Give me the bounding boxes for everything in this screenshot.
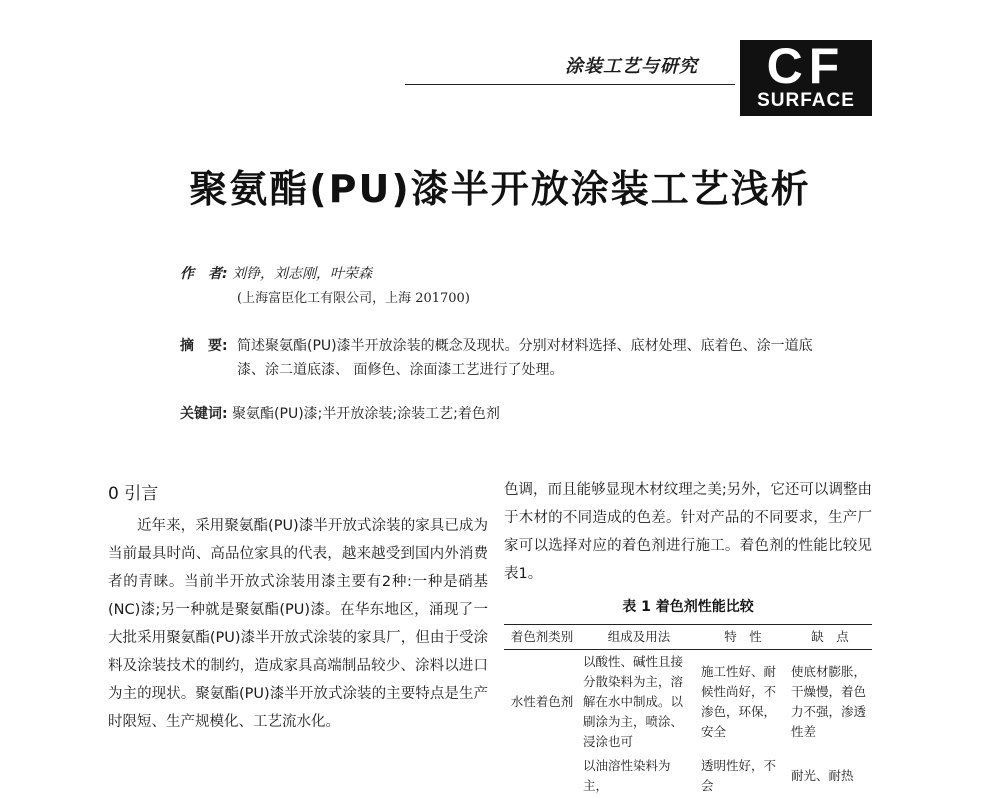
table-caption: 表 1 着色剂性能比较 bbox=[622, 599, 754, 615]
table-cell-composition: 以油溶性染料为主， bbox=[583, 758, 671, 793]
logo-surface-text: SURFACE bbox=[757, 90, 855, 111]
table-cell-composition: 以酸性、碱性且接分散染料为主，溶解在水中制成。以刷涂为主，喷涂、浸涂也可 bbox=[583, 654, 684, 749]
table-header-cell: 着色剂类别 bbox=[504, 625, 580, 650]
keywords-line bbox=[180, 402, 500, 426]
table-row bbox=[504, 650, 872, 755]
right-column-paragraph: 色调，而且能够显现木材纹理之美;另外，它还可以调整由于木材的不同造成的色差。针对产品的不同要求，生产厂家可以选择对应的着色剂进行施工。着色剂的性能比较见表1。 bbox=[504, 482, 872, 582]
table-cell-category: 水性着色剂 bbox=[510, 694, 574, 709]
article-title: 聚氨酯(PU)漆半开放涂装工艺浅析 bbox=[189, 167, 811, 211]
intro-heading: 0 引言 bbox=[108, 484, 159, 504]
intro-paragraph: 近年来，采用聚氨酯(PU)漆半开放式涂装的家具已成为当前最具时尚、高品位家具的代表，越来越受到国内外消费者的青睐。当前半开放式涂装用漆主要有2种:一种是硝基(NC)漆;另一种就是聚氨酯(PU)漆。在华东地区，涌现了一大批采用聚氨酯(PU)漆半开放式涂装的家具厂，但由于受涂料及涂装技术的制约，造成家具高端制品较少、涂料以进口为主的现状。聚氨酯(PU)漆半开放式涂装的主要特点是生产时限短、生产规模化、工艺流水化。 bbox=[108, 518, 488, 730]
keywords-text: 聚氨酯(PU)漆;半开放涂装;涂装工艺;着色剂 bbox=[232, 406, 500, 422]
journal-logo bbox=[740, 40, 872, 116]
table-cell-features: 施工性好、耐候性尚好，不渗色，环保，安全 bbox=[701, 664, 777, 739]
abstract-text: 简述聚氨酯(PU)漆半开放涂装的概念及现状。分别对材料选择、底材处理、底着色、涂一道底漆、涂二道底漆、 面修色、涂面漆工艺进行了处理。 bbox=[237, 338, 813, 378]
journal-section-label: 涂装工艺与研究 bbox=[565, 56, 698, 77]
authors-line bbox=[180, 262, 372, 286]
table-cell-drawbacks: 使底材膨胀，干燥慢，着色力不强，渗透性差 bbox=[791, 664, 867, 739]
table-header-cell: 缺 点 bbox=[788, 625, 872, 650]
logo-cf-text: CF bbox=[766, 38, 846, 94]
abstract-label: 摘 要: bbox=[180, 338, 228, 354]
affiliation: (上海富臣化工有限公司，上海 201700) bbox=[237, 291, 470, 306]
table-header-cell: 组成及用法 bbox=[580, 625, 698, 650]
table-cell-features: 透明性好，不会 bbox=[701, 758, 777, 793]
table-header-cell: 特 性 bbox=[698, 625, 788, 650]
table-row bbox=[504, 754, 872, 798]
header-rule bbox=[405, 84, 735, 85]
authors-names: 刘铮，刘志刚，叶荣森 bbox=[232, 266, 373, 282]
colorant-comparison-table bbox=[504, 624, 872, 798]
keywords-label: 关键词: bbox=[180, 406, 228, 422]
table-header-row bbox=[504, 625, 872, 650]
table-cell-drawbacks: 耐光、耐热 bbox=[791, 768, 854, 783]
authors-label: 作 者: bbox=[180, 266, 228, 282]
left-column bbox=[108, 478, 488, 736]
table-cell-category bbox=[504, 754, 580, 798]
